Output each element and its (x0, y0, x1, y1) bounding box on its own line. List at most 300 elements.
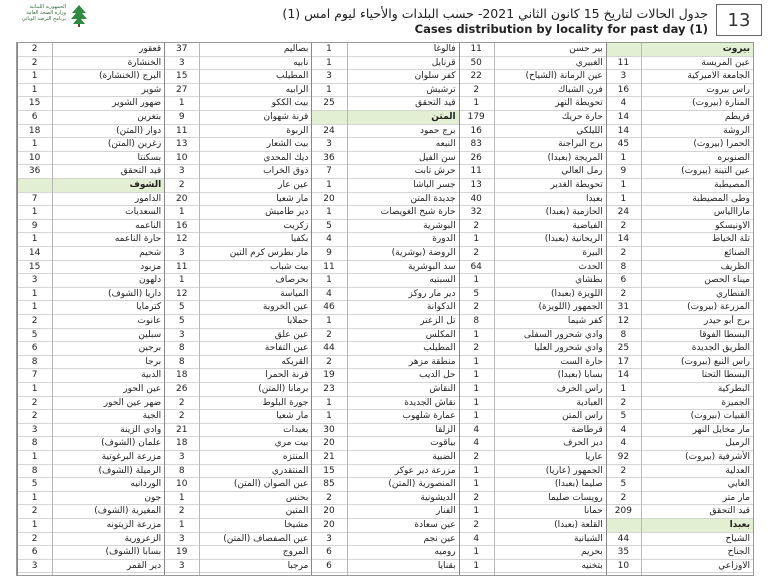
table-row (606, 383, 753, 397)
case-count: 2 (326, 329, 332, 340)
case-count: 44 (617, 533, 630, 544)
table-row (459, 424, 606, 438)
table-row (164, 288, 311, 302)
locality-name: قرنة شهوان (263, 112, 309, 122)
table-row (606, 261, 753, 275)
case-count: 1 (473, 384, 480, 394)
locality-name: ضهور الشوير (112, 98, 162, 109)
locality-name: الفنار (435, 506, 456, 517)
case-count: 40 (470, 193, 482, 204)
table-row (459, 220, 606, 234)
locality-name: نابيه (293, 57, 309, 68)
locality-name: المتن (431, 112, 456, 122)
locality-name: الأشرفية (بيروت) (685, 452, 750, 462)
locality-name: برجين (138, 343, 162, 354)
case-count: 1 (473, 370, 480, 381)
case-count: 13 (176, 139, 188, 150)
case-count: 12 (617, 316, 630, 326)
locality-name: البسطا الفوقا (699, 329, 750, 340)
table-row (606, 206, 753, 220)
case-count: 31 (617, 302, 630, 313)
case-count: 20 (323, 193, 335, 204)
case-count: 1 (31, 84, 38, 95)
table-row (164, 43, 311, 57)
locality-name: اللويزة (بعبدا) (551, 288, 603, 299)
case-count: 1 (31, 452, 38, 462)
table-row (164, 329, 311, 343)
region-header-row (17, 179, 164, 193)
table-row (311, 465, 458, 479)
locality-name: وادي الزينة (120, 424, 162, 435)
locality-name: عمارة شلهوب (402, 411, 456, 422)
locality-name: تل الزعتر (420, 316, 456, 326)
case-count: 7 (31, 193, 38, 204)
case-count: 1 (178, 275, 185, 286)
table-row (311, 478, 458, 492)
case-count: 30 (323, 424, 335, 435)
table-row (459, 206, 606, 220)
table-row (311, 274, 458, 288)
case-count: 14 (617, 125, 630, 136)
case-count: 1 (31, 71, 38, 82)
locality-name: عين الصفصاف (المتن) (223, 533, 309, 544)
case-count: 21 (323, 452, 335, 462)
table-row (606, 465, 753, 479)
case-count: 1 (31, 520, 38, 530)
case-count: 10 (617, 560, 630, 571)
table-row (17, 152, 164, 166)
locality-name: علمان (الشوف) (101, 438, 162, 449)
case-count: 46 (323, 302, 335, 313)
locality-name: الصنائع (724, 248, 750, 258)
locality-name: حارة شيخ الغويصات (380, 207, 456, 218)
locality-name: المياسة (280, 288, 309, 299)
table-row (311, 57, 458, 71)
table-row (17, 301, 164, 315)
locality-name: جسر الباشا (413, 180, 456, 190)
case-count: 11 (176, 125, 188, 136)
locality-name: بيت الككو (271, 98, 309, 109)
locality-name: الوردانيه (130, 479, 162, 490)
table-row (164, 505, 311, 519)
locality-name: المروج (282, 547, 309, 558)
table-row (606, 356, 753, 370)
table-row (311, 84, 458, 98)
column-border (459, 43, 460, 575)
table-row (311, 301, 458, 315)
table-row (606, 315, 753, 329)
table-row (459, 478, 606, 492)
locality-name: عين عار (278, 180, 309, 190)
locality-name: بقنايا (437, 560, 456, 571)
case-count: 10 (176, 479, 188, 490)
case-count: 23 (323, 384, 335, 394)
locality-name: بيت الشعار (266, 139, 309, 150)
table-row (17, 383, 164, 397)
locality-name: المزرعة (بيروت) (687, 302, 750, 313)
locality-name: صليما (بعبدا) (554, 479, 603, 490)
table-row (17, 274, 164, 288)
case-count: 1 (620, 152, 627, 163)
table-row (459, 301, 606, 315)
locality-name: القريكه (281, 356, 309, 367)
case-count: 1 (31, 234, 38, 245)
locality-name: جديدة المتن (410, 193, 456, 204)
table-title-english: Cases distribution by locality for past day (1) (414, 22, 708, 36)
locality-name: برج حمود (420, 125, 456, 136)
table-row (17, 533, 164, 547)
table-row (17, 546, 164, 560)
locality-name: المنارة (بيروت) (692, 98, 750, 109)
locality-name: بسابا (الشوف) (105, 547, 162, 558)
case-count: 5 (326, 220, 332, 231)
locality-name: النقاش (429, 384, 456, 394)
locality-name: كفر سلوان (414, 71, 456, 82)
table-row (459, 533, 606, 547)
table-row (311, 165, 458, 179)
table-column (311, 43, 458, 575)
case-count: 1 (178, 520, 185, 530)
locality-name: الحدث (578, 261, 603, 272)
case-count: 17 (617, 356, 630, 367)
table-row (164, 397, 311, 411)
table-row (459, 152, 606, 166)
table-row (606, 111, 753, 125)
locality-name: الدكوانة (426, 302, 456, 313)
case-count: 2 (473, 248, 480, 258)
case-count: 11 (323, 261, 335, 272)
case-count: 3 (178, 452, 185, 462)
cedar-logo-icon (69, 4, 89, 28)
locality-name: حل الديب (419, 370, 456, 381)
case-count: 6 (31, 343, 38, 354)
locality-name: الروضة (بوشرية) (391, 248, 456, 258)
locality-name: داريا (الشوف) (107, 288, 162, 299)
locality-name: قرنايل (431, 57, 456, 68)
table-row (164, 165, 311, 179)
locality-name: المنصورية (المتن) (388, 479, 456, 490)
case-count: 9 (620, 166, 627, 177)
case-count: 6 (620, 275, 627, 286)
case-count: 2 (473, 302, 480, 313)
table-row (17, 356, 164, 370)
table-row (164, 369, 311, 383)
locality-name: بعبدا (729, 520, 750, 530)
case-count: 14 (28, 248, 41, 258)
page-number: 13 (716, 4, 762, 36)
case-count: 92 (617, 452, 630, 462)
locality-name: روميه (434, 547, 456, 558)
case-count: 5 (31, 329, 38, 340)
table-row (164, 261, 311, 275)
case-count: 3 (620, 71, 627, 82)
table-row (459, 138, 606, 152)
table-row (459, 369, 606, 383)
case-count: 5 (178, 302, 185, 313)
locality-name: عين علق (274, 329, 309, 340)
table-row (606, 233, 753, 247)
table-row (17, 70, 164, 84)
table-row (17, 410, 164, 424)
table-row (17, 329, 164, 343)
locality-name: البيرة (582, 248, 603, 258)
table-row (606, 546, 753, 560)
table-row (606, 138, 753, 152)
table-row (164, 546, 311, 560)
locality-name: الظريف (720, 261, 750, 272)
case-count: 5 (473, 288, 480, 299)
table-row (606, 424, 753, 438)
case-count: 3 (31, 560, 38, 571)
table-row (311, 315, 458, 329)
table-row (459, 84, 606, 98)
case-count: 1 (326, 411, 332, 422)
table-row (164, 492, 311, 506)
table-row (17, 288, 164, 302)
table-row (164, 301, 311, 315)
locality-name: الجامعة الاميركية (687, 71, 750, 82)
table-row (606, 437, 753, 451)
table-row (164, 70, 311, 84)
locality-name: ماراالياس (713, 207, 750, 218)
table-row (311, 193, 458, 207)
region-header-row (311, 111, 458, 125)
table-row (17, 492, 164, 506)
table-row (459, 261, 606, 275)
locality-name: بطشاي (575, 275, 603, 286)
table-row (17, 437, 164, 451)
case-count: 15 (176, 71, 188, 82)
locality-name: عين الخروبة (262, 302, 309, 313)
case-count: 2 (178, 397, 185, 408)
locality-name: بعبدا (585, 193, 603, 204)
case-count: 2 (31, 44, 38, 54)
case-count: 8 (31, 356, 38, 367)
case-count: 2 (178, 411, 185, 422)
case-count: 11 (176, 261, 188, 272)
locality-name: بعبدات (283, 424, 309, 435)
case-count: 2 (326, 356, 332, 367)
column-divider (494, 43, 495, 575)
locality-name: ترشيش (426, 84, 456, 95)
table-row (459, 111, 606, 125)
table-row (17, 451, 164, 465)
table-row (459, 383, 606, 397)
locality-name: الغابي (727, 479, 750, 490)
column-divider (199, 43, 200, 575)
locality-name: راس النبع (بيروت) (680, 356, 750, 367)
table-row (164, 152, 311, 166)
table-row (311, 356, 458, 370)
table-row (606, 301, 753, 315)
case-count: 6 (31, 112, 38, 122)
table-row (606, 560, 753, 574)
case-count: 9 (31, 220, 38, 231)
table-row (164, 193, 311, 207)
locality-name: البسطا التحتا (701, 370, 750, 381)
case-count: 7 (31, 370, 38, 381)
case-count: 3 (326, 139, 332, 150)
table-row (606, 247, 753, 261)
table-row (311, 410, 458, 424)
case-count: 1 (31, 492, 38, 503)
table-row (164, 111, 311, 125)
locality-name: زكريت (283, 220, 309, 231)
case-count: 1 (326, 180, 332, 190)
locality-name: قعقور (138, 44, 162, 54)
case-count: 1 (31, 288, 38, 299)
locality-name: بصاليم (283, 44, 309, 54)
table-row (17, 465, 164, 479)
table-row (606, 165, 753, 179)
case-count: 83 (470, 139, 482, 150)
locality-name: بسابا (بعبدا) (557, 370, 603, 381)
case-count: 5 (178, 316, 185, 326)
case-count: 8 (31, 465, 38, 476)
locality-name: قيد التحقق (120, 166, 162, 177)
locality-name: عين الرمانة (الشياح) (525, 71, 603, 82)
table-row (311, 424, 458, 438)
case-count: 2 (473, 520, 480, 530)
locality-name: المصيطبة (714, 180, 750, 190)
locality-name: مزبود (140, 261, 162, 272)
locality-name: القنطاري (715, 288, 750, 299)
locality-name: مشيخا (284, 520, 309, 530)
locality-name: حارة الست (560, 356, 603, 367)
case-count: 4 (620, 98, 627, 109)
table-column (17, 43, 164, 575)
case-count: 2 (620, 465, 627, 476)
case-count: 2 (620, 248, 627, 258)
case-count: 1 (326, 207, 332, 218)
locality-name: دير القمر (126, 560, 162, 571)
case-count: 3 (178, 57, 185, 68)
case-count: 1 (326, 397, 332, 408)
case-count: 2 (473, 220, 480, 231)
locality-name: البطركية (717, 384, 750, 394)
locality-name: ذوق الخراب (263, 166, 309, 177)
locality-name: نقاش الجديدة (404, 397, 456, 408)
table-row (311, 138, 458, 152)
locality-name: جون (144, 492, 162, 503)
case-count: 3 (326, 533, 332, 544)
case-count: 20 (176, 193, 188, 204)
column-border (17, 43, 18, 575)
table-row (311, 383, 458, 397)
locality-name: قرطاضة (571, 424, 603, 435)
locality-name: المريجة (بعبدا) (547, 152, 603, 163)
table-row (164, 383, 311, 397)
table-row (17, 519, 164, 533)
case-count: 2 (473, 452, 480, 462)
locality-name: وطى المصيطبة (692, 193, 750, 204)
case-count: 1 (473, 411, 480, 422)
table-row (311, 560, 458, 574)
table-row (17, 165, 164, 179)
locality-name: المتين (285, 506, 309, 517)
table-row (606, 57, 753, 71)
case-count: 2 (326, 492, 332, 503)
case-count: 1 (178, 98, 185, 109)
case-count: 2 (178, 180, 185, 190)
region-header-row (606, 519, 753, 533)
case-count: 5 (620, 411, 627, 422)
locality-name: عين الحور (123, 384, 162, 394)
case-count: 27 (176, 84, 188, 95)
case-count: 12 (176, 234, 188, 245)
locality-name: كترمايا (136, 302, 162, 313)
table-column (164, 43, 311, 575)
case-count: 179 (467, 112, 485, 122)
case-count: 5 (620, 479, 627, 490)
table-row (606, 410, 753, 424)
table-row (311, 437, 458, 451)
table-row (164, 465, 311, 479)
case-count: 3 (326, 71, 332, 82)
case-count: 1 (473, 506, 480, 517)
table-row (17, 505, 164, 519)
table-row (459, 546, 606, 560)
table-row (311, 505, 458, 519)
case-count: 14 (617, 370, 630, 381)
table-row (17, 424, 164, 438)
locality-name: الجمهور (اللويزة) (538, 302, 603, 313)
locality-name: المنتقدري (271, 465, 309, 476)
locality-name: مار شعيا (276, 193, 309, 204)
table-row (164, 560, 311, 574)
locality-name: الجميزة (721, 397, 750, 408)
locality-name: الربوة (286, 125, 309, 136)
case-count: 1 (31, 139, 38, 150)
case-count: 6 (326, 547, 332, 558)
table-row (606, 288, 753, 302)
case-count: 2 (620, 397, 627, 408)
table-row (164, 451, 311, 465)
locality-name: المطيلب (276, 71, 309, 82)
page-header (0, 0, 768, 40)
locality-name: القلعة (بعبدا) (554, 520, 603, 530)
case-count: 18 (176, 438, 188, 449)
table-row (459, 342, 606, 356)
locality-name: الجمهور (عاريا) (545, 465, 603, 476)
case-count: 8 (620, 329, 627, 340)
locality-name: بير حسن (569, 44, 603, 54)
locality-name: الشوف (129, 180, 162, 190)
case-count: 18 (176, 370, 188, 381)
locality-name: مزرعة البرغوتية (101, 452, 162, 462)
table-title-arabic: جدول الحالات لتاريخ 15 كانون الثاني 2021- حسب البلدات والأحياء ليوم امس (1) (282, 6, 708, 21)
table-row (606, 505, 753, 519)
table-row (606, 84, 753, 98)
locality-name: مزرعة دير عوكر (394, 465, 456, 476)
table-row (459, 125, 606, 139)
case-count: 1 (326, 84, 332, 95)
table-row (311, 43, 458, 57)
case-count: 1 (31, 302, 38, 313)
case-count: 19 (176, 547, 188, 558)
locality-name: الطريق الجديدة (691, 343, 750, 354)
table-row (164, 342, 311, 356)
table-row (606, 533, 753, 547)
case-count: 25 (323, 98, 335, 109)
table-row (606, 152, 753, 166)
locality-name: الاوزاعي (718, 560, 750, 571)
case-count: 1 (178, 492, 185, 503)
table-row (164, 356, 311, 370)
locality-name: الجية (142, 411, 162, 422)
locality-name: السبتيه (429, 275, 456, 286)
locality-name: رمل العالي (561, 166, 603, 177)
